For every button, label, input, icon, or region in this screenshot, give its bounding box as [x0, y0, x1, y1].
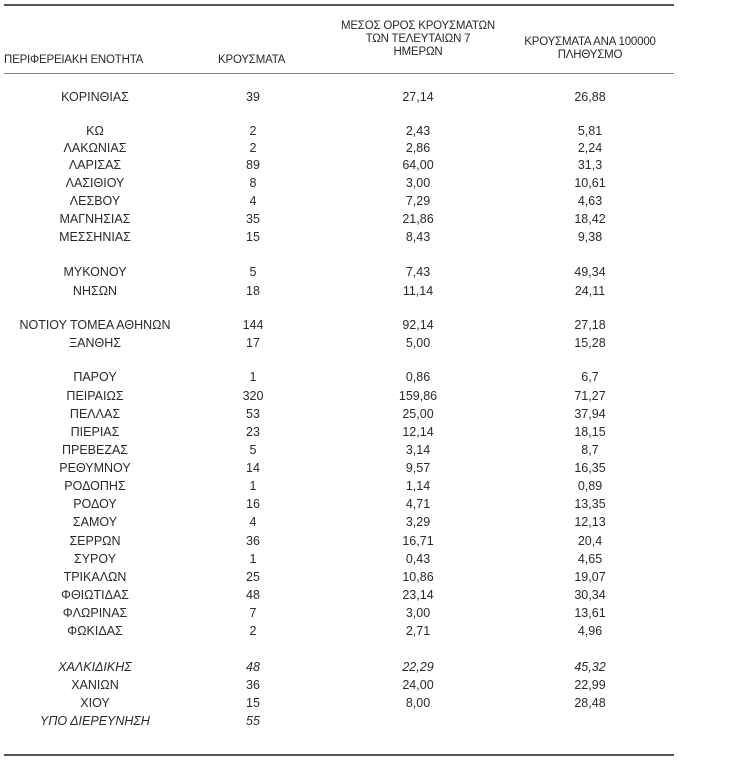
cases-cell: 5 — [249, 443, 257, 457]
table-row — [0, 194, 734, 212]
table-row — [0, 284, 734, 302]
cases-cell: 35 — [246, 212, 260, 226]
cases-cell: 53 — [246, 407, 260, 421]
region-name-cell: ΠΕΛΛΑΣ — [69, 407, 121, 421]
table-row — [0, 461, 734, 479]
region-name-cell: ΧΑΝΙΩΝ — [71, 678, 119, 692]
cases-per-100000-cell: 4,96 — [577, 624, 603, 638]
seven-day-average-cell: 7,43 — [405, 265, 431, 279]
cases-cell: 2 — [249, 124, 257, 138]
region-name-cell: ΣΑΜΟΥ — [72, 515, 118, 529]
cases-cell: 1 — [249, 370, 257, 384]
cases-per-100000-cell: 10,61 — [574, 176, 606, 190]
cases-cell: 15 — [246, 230, 260, 244]
seven-day-average-cell: 0,86 — [405, 370, 431, 384]
table-row — [0, 714, 734, 732]
table-row — [0, 515, 734, 533]
cases-cell: 48 — [246, 588, 260, 602]
cases-per-100000-cell: 26,88 — [574, 90, 606, 104]
table-row — [0, 230, 734, 248]
cases-cell: 23 — [246, 425, 260, 439]
table-row — [0, 370, 734, 388]
cases-cell: 36 — [246, 534, 260, 548]
seven-day-average-cell: 11,14 — [402, 284, 434, 298]
cases-cell: 15 — [246, 696, 260, 710]
cases-per-100000-cell: 13,35 — [574, 497, 606, 511]
table-row — [0, 212, 734, 230]
region-name-cell: ΡΟΔΟΥ — [73, 497, 117, 511]
table-row — [0, 318, 734, 336]
cases-cell: 17 — [246, 336, 260, 350]
seven-day-average-cell: 22,29 — [402, 660, 434, 674]
cases-cell: 1 — [249, 552, 257, 566]
header-avg-line3: ΗΜΕΡΩΝ — [393, 46, 443, 58]
seven-day-average-cell: 3,14 — [405, 443, 431, 457]
cases-cell: 7 — [249, 606, 257, 620]
table-row — [0, 265, 734, 283]
cases-cell: 320 — [242, 389, 264, 403]
cases-cell: 36 — [246, 678, 260, 692]
cases-per-100000-cell: 19,07 — [574, 570, 606, 584]
header-cases: ΚΡΟΥΣΜΑΤΑ — [218, 54, 286, 66]
cases-cell: 2 — [249, 141, 257, 155]
cases-per-100000-cell: 16,35 — [574, 461, 606, 475]
region-name-cell: ΦΩΚΙΔΑΣ — [67, 624, 123, 638]
cases-per-100000-cell: 27,18 — [574, 318, 606, 332]
cases-cell: 39 — [246, 90, 260, 104]
cases-cell: 48 — [246, 660, 260, 674]
region-name-cell: ΛΑΡΙΣΑΣ — [68, 158, 122, 172]
seven-day-average-cell: 7,29 — [405, 194, 431, 208]
seven-day-average-cell: 9,57 — [405, 461, 431, 475]
region-name-cell: ΠΑΡΟΥ — [73, 370, 117, 384]
region-name-cell: ΛΑΚΩΝΙΑΣ — [63, 141, 127, 155]
cases-cell: 4 — [249, 194, 257, 208]
cases-per-100000-cell: 12,13 — [574, 515, 606, 529]
table-row — [0, 552, 734, 570]
header-per-line2: ΠΛΗΘΥΣΜΟ — [557, 49, 623, 61]
table-row — [0, 336, 734, 354]
cases-per-100000-cell: 49,34 — [574, 265, 606, 279]
cases-cell: 1 — [249, 479, 257, 493]
seven-day-average-cell: 1,14 — [405, 479, 431, 493]
cases-per-100000-cell: 0,89 — [577, 479, 603, 493]
cases-per-100000-cell: 9,38 — [577, 230, 603, 244]
cases-per-100000-cell: 18,15 — [574, 425, 606, 439]
seven-day-average-cell: 2,43 — [405, 124, 431, 138]
cases-per-100000-cell: 6,7 — [581, 370, 599, 384]
seven-day-average-cell: 24,00 — [402, 678, 434, 692]
cases-cell: 5 — [249, 265, 257, 279]
cases-cell: 89 — [246, 158, 260, 172]
header-rule — [4, 73, 674, 74]
seven-day-average-cell: 2,86 — [405, 141, 431, 155]
table-row — [0, 534, 734, 552]
region-name-cell: ΛΕΣΒΟΥ — [69, 194, 121, 208]
cases-per-100000-cell: 45,32 — [574, 660, 606, 674]
region-name-cell: ΧΑΛΚΙΔΙΚΗΣ — [58, 660, 132, 674]
seven-day-average-cell: 2,71 — [405, 624, 431, 638]
table-row — [0, 479, 734, 497]
region-name-cell: ΥΠΟ ΔΙΕΡΕΥΝΗΣΗ — [40, 714, 150, 728]
region-name-cell: ΦΛΩΡΙΝΑΣ — [62, 606, 128, 620]
cases-per-100000-cell: 24,11 — [574, 284, 606, 298]
table-row — [0, 425, 734, 443]
seven-day-average-cell: 21,86 — [402, 212, 434, 226]
cases-per-100000-cell: 31,3 — [577, 158, 603, 172]
seven-day-average-cell: 64,00 — [402, 158, 434, 172]
seven-day-average-cell: 12,14 — [402, 425, 434, 439]
table-row — [0, 606, 734, 624]
region-name-cell: ΠΡΕΒΕΖΑΣ — [61, 443, 129, 457]
seven-day-average-cell: 3,00 — [405, 176, 431, 190]
cases-per-100000-cell: 28,48 — [574, 696, 606, 710]
header-avg-line1: ΜΕΣΟΣ ΟΡΟΣ ΚΡΟΥΣΜΑΤΩΝ — [340, 20, 496, 32]
top-rule — [4, 4, 674, 6]
cases-per-100000-cell: 30,34 — [574, 588, 606, 602]
table-row — [0, 90, 734, 108]
cases-per-100000-cell: 22,99 — [574, 678, 606, 692]
header-per-line1: ΚΡΟΥΣΜΑΤΑ ΑΝΑ 100000 — [524, 36, 656, 48]
seven-day-average-cell: 8,43 — [405, 230, 431, 244]
seven-day-average-cell: 8,00 — [405, 696, 431, 710]
cases-cell: 4 — [249, 515, 257, 529]
region-name-cell: ΞΑΝΘΗΣ — [69, 336, 121, 350]
table-row — [0, 141, 734, 159]
bottom-rule — [4, 754, 674, 756]
region-name-cell: ΠΙΕΡΙΑΣ — [70, 425, 120, 439]
header-avg-line2: ΤΩΝ ΤΕΛΕΥΤΑΙΩΝ 7 — [365, 33, 471, 45]
table-row — [0, 696, 734, 714]
header-cases-per-100000 — [500, 36, 680, 62]
table-row — [0, 389, 734, 407]
region-name-cell: ΧΙΟΥ — [80, 696, 110, 710]
header-seven-day-average — [328, 20, 508, 59]
region-name-cell: ΦΘΙΩΤΙΔΑΣ — [60, 588, 130, 602]
cases-per-100000-cell: 71,27 — [574, 389, 606, 403]
region-name-cell: ΜΕΣΣΗΝΙΑΣ — [59, 230, 131, 244]
cases-per-100000-cell: 8,7 — [581, 443, 599, 457]
cases-per-100000-cell: 37,94 — [574, 407, 606, 421]
region-name-cell: ΛΑΣΙΘΙΟΥ — [65, 176, 125, 190]
cases-per-100000-cell: 5,81 — [577, 124, 603, 138]
seven-day-average-cell: 0,43 — [405, 552, 431, 566]
region-name-cell: ΣΥΡΟΥ — [73, 552, 117, 566]
region-name-cell: ΜΑΓΝΗΣΙΑΣ — [59, 212, 131, 226]
cases-cell: 55 — [246, 714, 260, 728]
table-row — [0, 497, 734, 515]
cases-cell: 25 — [246, 570, 260, 584]
region-name-cell: ΣΕΡΡΩΝ — [69, 534, 121, 548]
cases-cell: 144 — [242, 318, 264, 332]
table-row — [0, 124, 734, 142]
region-name-cell: ΚΟΡΙΝΘΙΑΣ — [61, 90, 129, 104]
region-name-cell: ΡΕΘΥΜΝΟΥ — [59, 461, 131, 475]
seven-day-average-cell: 4,71 — [405, 497, 431, 511]
cases-per-100000-cell: 2,24 — [577, 141, 603, 155]
seven-day-average-cell: 3,00 — [405, 606, 431, 620]
cases-per-100000-cell: 18,42 — [574, 212, 606, 226]
region-name-cell: ΤΡΙΚΑΛΩΝ — [63, 570, 127, 584]
region-name-cell: ΠΕΙΡΑΙΩΣ — [66, 389, 124, 403]
region-name-cell: ΡΟΔΟΠΗΣ — [64, 479, 126, 493]
header-region: ΠΕΡΙΦΕΡΕΙΑΚΗ ΕΝΟΤΗΤΑ — [4, 54, 144, 66]
region-name-cell: ΝΗΣΩΝ — [72, 284, 118, 298]
cases-cell: 2 — [249, 624, 257, 638]
table-row — [0, 176, 734, 194]
region-name-cell: ΝΟΤΙΟΥ ΤΟΜΕΑ ΑΘΗΝΩΝ — [19, 318, 171, 332]
table-row — [0, 407, 734, 425]
cases-per-100000-cell: 15,28 — [574, 336, 606, 350]
table-row — [0, 570, 734, 588]
seven-day-average-cell: 10,86 — [402, 570, 434, 584]
seven-day-average-cell: 3,29 — [405, 515, 431, 529]
seven-day-average-cell: 25,00 — [402, 407, 434, 421]
seven-day-average-cell: 16,71 — [402, 534, 434, 548]
seven-day-average-cell: 92,14 — [402, 318, 434, 332]
cases-cell: 16 — [246, 497, 260, 511]
table-row — [0, 158, 734, 176]
cases-per-100000-cell: 4,63 — [577, 194, 603, 208]
table-row — [0, 588, 734, 606]
table-row — [0, 660, 734, 678]
seven-day-average-cell: 159,86 — [398, 389, 438, 403]
seven-day-average-cell: 23,14 — [402, 588, 434, 602]
region-name-cell: ΜΥΚΟΝΟΥ — [63, 265, 127, 279]
cases-per-100000-cell: 13,61 — [574, 606, 606, 620]
seven-day-average-cell: 27,14 — [402, 90, 434, 104]
cases-cell: 8 — [249, 176, 257, 190]
table-row — [0, 443, 734, 461]
table-row — [0, 624, 734, 642]
cases-cell: 18 — [246, 284, 260, 298]
cases-cell: 14 — [246, 461, 260, 475]
region-name-cell: ΚΩ — [86, 124, 104, 138]
seven-day-average-cell: 5,00 — [405, 336, 431, 350]
cases-per-100000-cell: 20,4 — [577, 534, 603, 548]
cases-per-100000-cell: 4,65 — [577, 552, 603, 566]
table-row — [0, 678, 734, 696]
